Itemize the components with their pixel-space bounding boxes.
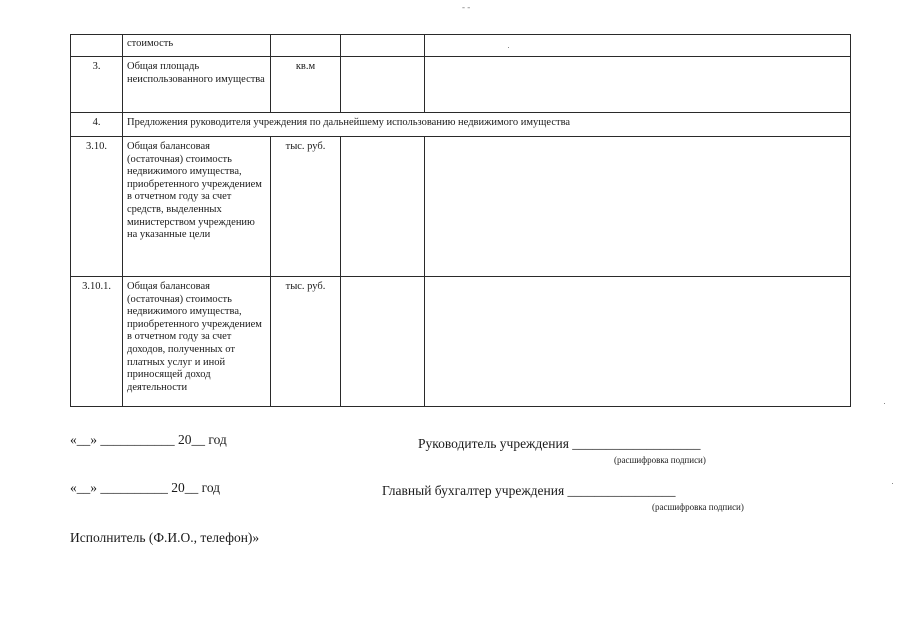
row-indicator-name: Общая площадь неиспользованного имущества <box>123 57 271 113</box>
table-row <box>71 113 851 137</box>
row-number <box>71 35 123 57</box>
table-row <box>71 137 851 277</box>
row-note-cell <box>425 277 851 407</box>
page-number-mark: - - <box>462 2 471 12</box>
date-line-head: «__» ___________ 20__ год <box>70 432 227 447</box>
table-row <box>71 277 851 407</box>
row-value-cell <box>341 35 425 57</box>
row-indicator-name: Общая балансовая (остаточная) стоимость недвижимого имущества, приобретенного учреждением в отчетном году за счет доходов, полученных от платных услуг и иной приносящей доход деятельности <box>123 277 271 407</box>
property-report-table <box>70 34 851 407</box>
executor-line: Исполнитель (Ф.И.О., телефон)» <box>70 530 260 545</box>
row-number: 3.10. <box>71 137 123 277</box>
date-line-accountant: «__» __________ 20__ год <box>70 480 221 495</box>
row-indicator-name: Общая балансовая (остаточная) стоимость недвижимого имущества, приобретенного учреждением в отчетном году за счет средств, выделенных министерством учреждению на указанные цели <box>123 137 271 277</box>
table-row <box>71 57 851 113</box>
row-number: 4. <box>71 113 123 137</box>
row-note-cell <box>425 57 851 113</box>
row-unit <box>271 35 341 57</box>
table-row <box>71 35 851 57</box>
row-unit: тыс. руб. <box>271 277 341 407</box>
section-heading-proposals: Предложения руководителя учреждения по дальнейшему использованию недвижимого имущества <box>123 113 851 137</box>
head-signature-line: Руководитель учреждения ___________________ <box>418 436 701 451</box>
row-number: 3.10.1. <box>71 277 123 407</box>
head-signature-hint: (расшифровка подписи) <box>614 455 706 465</box>
accountant-signature-line: Главный бухгалтер учреждения ________________ <box>382 483 676 498</box>
scan-speck <box>884 403 885 404</box>
row-number: 3. <box>71 57 123 113</box>
row-unit: тыс. руб. <box>271 137 341 277</box>
row-indicator-name: стоимость <box>123 35 271 57</box>
accountant-signature-hint: (расшифровка подписи) <box>652 502 744 512</box>
row-unit: кв.м <box>271 57 341 113</box>
row-value-cell <box>341 277 425 407</box>
row-value-cell <box>341 137 425 277</box>
scan-speck <box>508 47 509 48</box>
scan-speck <box>892 483 893 484</box>
row-value-cell <box>341 57 425 113</box>
row-note-cell <box>425 35 851 57</box>
row-note-cell <box>425 137 851 277</box>
